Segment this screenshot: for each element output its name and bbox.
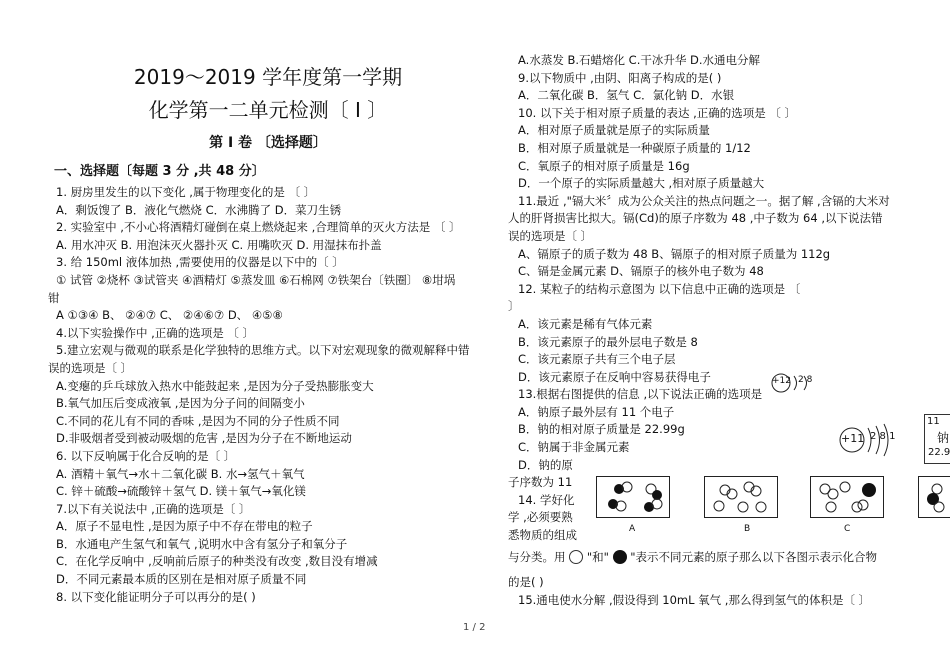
question-1-options: A．剩饭馊了 B．液化气燃烧 C．水沸腾了 D．菜刀生锈: [56, 202, 342, 217]
question-5-option-a: A.变瘪的乒乓球放入热水中能鼓起来 ,是因为分子受热膨胀变大: [56, 378, 374, 393]
question-11: 11.最近 ,"镉大米〞成为公众关注的热点问题之一。据了解 ,含镉的大米对: [518, 193, 890, 208]
question-10-option-d: D．一个原子的实际质量越大 ,相对原子质量越大: [518, 176, 765, 191]
question-5-option-b: B.氧气加压后变成液氧 ,是因为分子问的间隔变小: [56, 396, 305, 411]
question-13-option-d: D．钠的原: [518, 457, 573, 472]
element-card-sodium: [924, 414, 950, 464]
question-13: 13.根据右图提供的信息 ,以下说法正确的选项是: [518, 387, 763, 402]
question-14-text-a: 与分类。用: [508, 549, 566, 564]
question-6-options-ab: A. 酒精＋氧气→水＋二氧化碳 B. 水→氢气＋氧气: [56, 466, 305, 481]
molecule-box-c: [810, 476, 884, 518]
question-13-option-c: C．钠属于非金属元素: [518, 440, 630, 455]
question-5: 5.建立宏观与微观的联系是化学独特的思维方式。以下对宏观现象的微观解释中错: [56, 343, 470, 358]
atom12-nucleus-label: +12: [772, 376, 791, 386]
left-column: [48, 62, 488, 606]
question-6: 6. 以下反响属于化合反响的是〔 〕: [56, 448, 236, 463]
question-12-bracket: 〕: [508, 299, 520, 314]
sodium-atom-diagram: [838, 423, 898, 461]
atom11-nucleus-label: +11: [841, 432, 865, 445]
question-2-options: A. 用水冲灭 B. 用泡沫灭火器扑灭 C. 用嘴吹灭 D. 用湿抹布扑盖: [56, 237, 382, 252]
molecule-box-b: [704, 476, 778, 518]
question-3: 3. 给 150ml 液体加热 ,需要使用的仪器是以下中的〔 〕: [56, 255, 344, 270]
box-label-c: C: [844, 524, 851, 534]
question-10-option-b: B．相对原子质量就是一种碳原子质量的 1/12: [518, 140, 751, 155]
atom12-shell-label: 2 8: [798, 375, 813, 385]
question-12-option-d: D．该元素原子在反响中容易获得电子: [518, 369, 711, 384]
question-13-option-d-cont: 子序数为 11: [508, 475, 573, 490]
box-label-a: A: [629, 524, 636, 534]
question-7-option-b: B．水通电产生氢气和氧气 ,说明水中含有氢分子和氧分子: [56, 536, 348, 551]
right-column: [508, 52, 898, 609]
atom-structure-diagram-12: [770, 372, 830, 398]
question-7: 7.以下有关说法中 ,正确的选项是〔 〕: [56, 501, 251, 516]
question-14: 14. 学好化: [518, 492, 575, 507]
question-13-option-b: B．钠的相对原子质量是 22.99g: [518, 422, 685, 437]
question-5-option-d: D.非吸烟者受到被动吸烟的危害 ,是因为分子在不断地运动: [56, 431, 352, 446]
molecule-box-d-partial: [918, 476, 950, 518]
question-14-text-b: "和": [586, 549, 609, 564]
question-8-options: A.水蒸发 B.石蜡熔化 C.干冰升华 D.水通电分解: [518, 53, 761, 67]
question-11-options-cd: C、镉是金属元素 D、镉原子的核外电子数为 48: [518, 264, 764, 279]
filled-atom-icon: [613, 550, 627, 564]
question-7-option-a: A．原子不显电性 ,是因为原子中不存在带电的粒子: [56, 519, 313, 534]
question-10-option-a: A．相对原子质量就是原子的实际质量: [518, 123, 710, 138]
question-12-option-a: A．该元素是稀有气体元素: [518, 316, 653, 331]
question-5-option-c: C.不同的花儿有不同的香味 ,是因为不同的分子性质不同: [56, 413, 340, 428]
question-8: 8. 以下变化能证明分子可以再分的是( ): [56, 589, 256, 604]
question-12-option-b: B．该元素原子的最外层电子数是 8: [518, 334, 698, 349]
question-2: 2. 实验室中 ,不小心将酒精灯碰倒在桌上燃烧起来 ,合理简单的灭火方法是 〔 〕: [56, 220, 461, 235]
question-14-legend: [508, 549, 898, 567]
question-7-option-d: D．不同元素最本质的区别在是相对原子质量不同: [56, 572, 307, 587]
question-11-cont: 人的肝肾损害比拟大。镉(Cd)的原子序数为 48 ,中子数为 64 ,以下说法错: [508, 211, 883, 226]
question-12: 12. 某粒子的结构示意图为 以下信息中正确的选项是 〔: [518, 281, 801, 296]
question-12-option-c: C．该元素原子共有三个电子层: [518, 352, 676, 367]
question-10-option-c: C．氧原子的相对原子质量是 16g: [518, 158, 690, 173]
question-14-cont2: 悉物质的组成: [508, 528, 577, 543]
part-heading: 第 I 卷 〔选择题〕: [209, 135, 327, 151]
question-6-options-cd: C. 锌＋硫酸→硫酸锌＋氢气 D. 镁＋氧气→氧化镁: [56, 484, 306, 499]
title-year: 2019～2019 学年度第一学期: [133, 65, 403, 89]
card-atomic-number: 11: [927, 416, 940, 427]
question-1: 1. 厨房里发生的以下变化 ,属于物理变化的是 〔 〕: [56, 185, 316, 199]
page-number: 1 / 2: [463, 622, 486, 633]
question-14-text-c: "表示不同元素的原子那么以下各图示表示化合物: [630, 549, 878, 564]
question-15: 15.通电使水分解 ,假设得到 10mL 氧气 ,那么得到氢气的体积是〔 〕: [518, 592, 871, 607]
question-3-options: A ①③④ B、 ②④⑦ C、 ②④⑥⑦ D、 ④⑤⑧: [56, 308, 283, 323]
question-14-bracket: 的是( ): [508, 575, 544, 590]
open-atom-icon: [569, 550, 583, 564]
question-3-items: ① 试管 ②烧杯 ③试管夹 ④酒精灯 ⑤蒸发皿 ⑥石棉网 ⑦铁架台〔铁圈〕 ⑧坩埚: [56, 272, 456, 287]
atom11-shell-label: 2 8 1: [870, 431, 896, 442]
question-5-cont: 误的选项是〔 〕: [48, 360, 133, 375]
card-mass: 22.9: [928, 447, 950, 458]
question-9-options: A．二氧化碳 B．氢气 C．氯化钠 D．水银: [518, 88, 735, 103]
question-10: 10. 以下关于相对原子质量的表达 ,正确的选项是 〔 〕: [518, 105, 797, 120]
box-label-b: B: [744, 524, 751, 534]
question-7-option-c: C．在化学反响中 ,反响前后原子的种类没有改变 ,数目没有增减: [56, 554, 378, 569]
card-symbol: 钠: [937, 431, 950, 445]
question-13-option-a: A．钠原子最外层有 11 个电子: [518, 404, 675, 419]
section-heading: 一、选择题〔每题 3 分 ,共 48 分〕: [54, 164, 265, 179]
question-9: 9.以下物质中 ,由阴、阳离子构成的是( ): [518, 70, 722, 85]
question-14-cont: 学 ,必须要熟: [508, 510, 573, 525]
question-4: 4.以下实验操作中 ,正确的选项是 〔 〕: [56, 325, 255, 340]
molecule-box-a: [596, 476, 670, 518]
question-11-cont2: 误的选项是〔 〕: [508, 228, 593, 243]
question-3-items-cont: 钳: [48, 290, 60, 305]
question-11-options-ab: A、镉原子的质子数为 48 B、镉原子的相对原子质量为 112g: [518, 246, 831, 261]
title-exam: 化学第一二单元检测〔 I 〕: [148, 98, 388, 122]
